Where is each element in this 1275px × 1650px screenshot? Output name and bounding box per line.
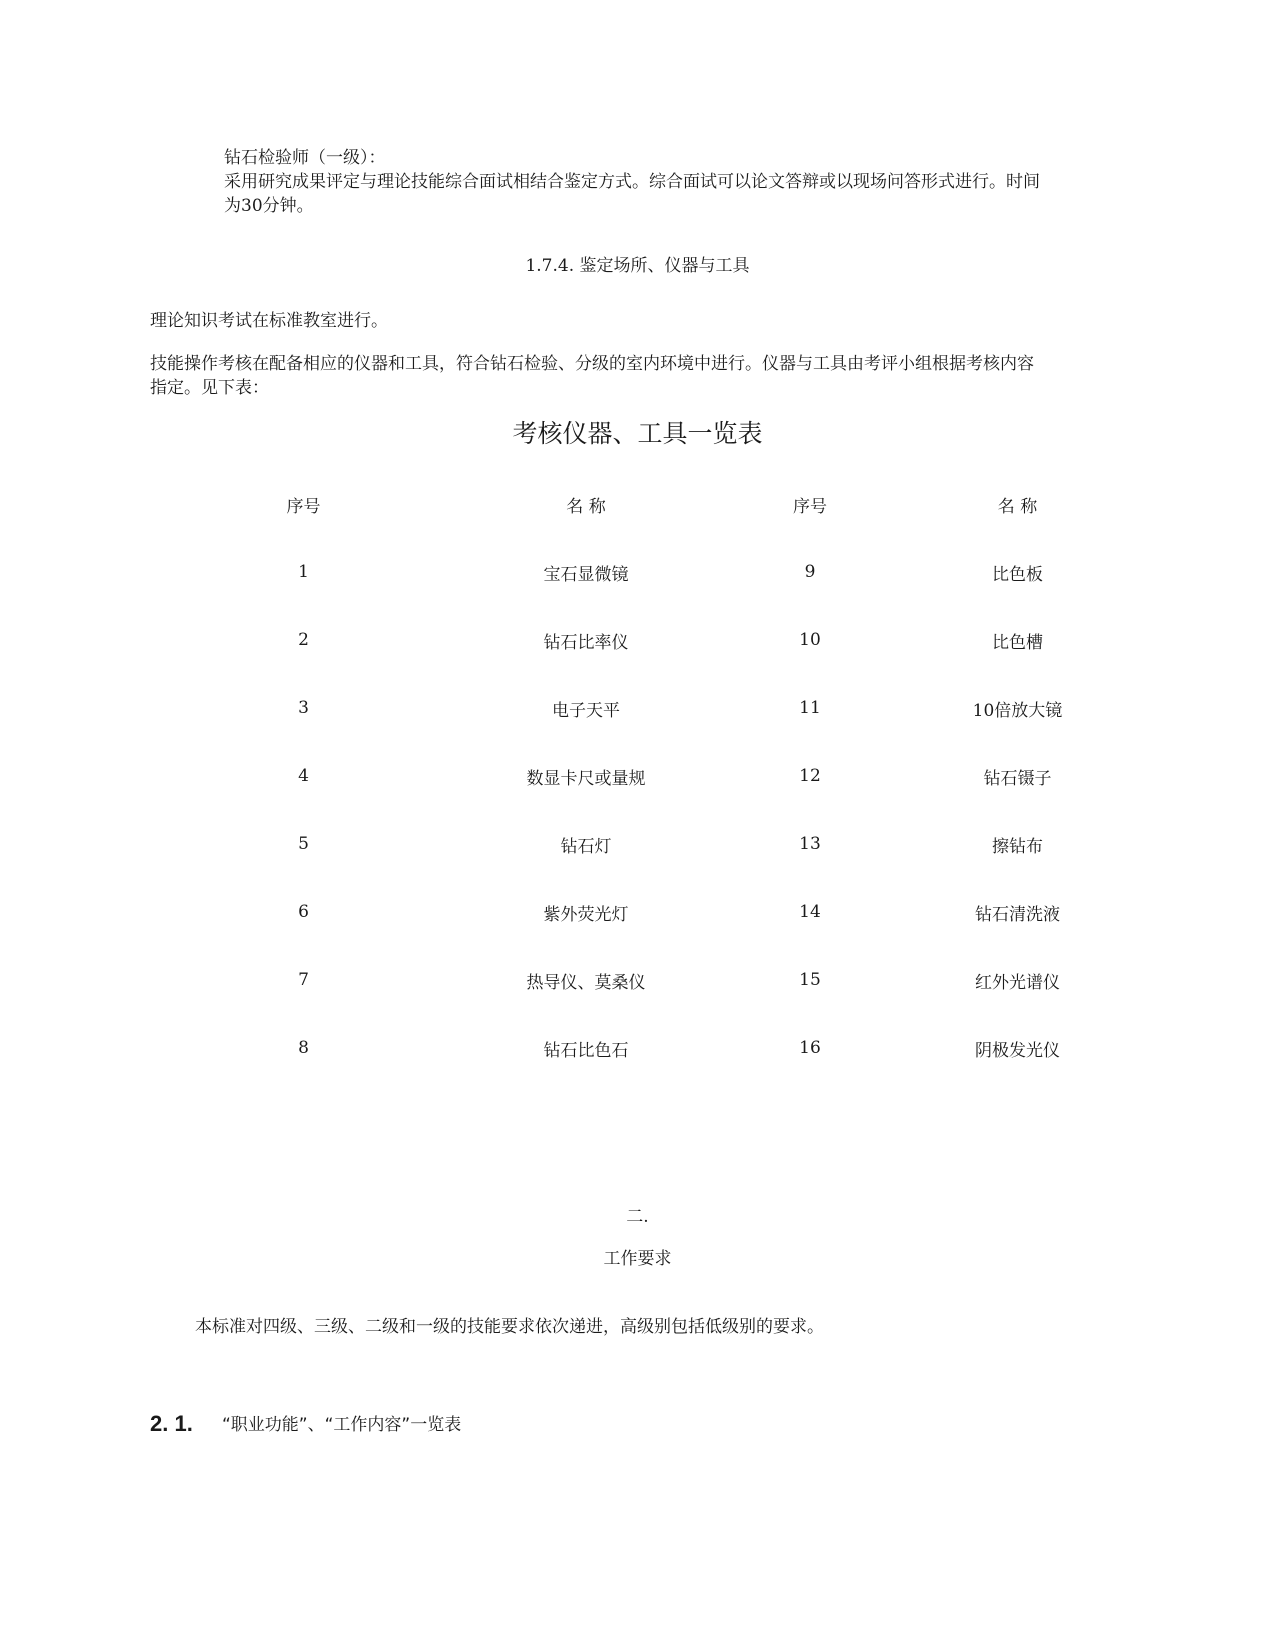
table-row	[150, 538, 1130, 606]
section-2-title: 工作要求	[603, 1249, 672, 1269]
cell-name: 钻石灯	[560, 836, 612, 857]
table-row	[150, 810, 1130, 878]
tools-table-title: 考核仪器、工具一览表	[512, 419, 763, 448]
section-174-para1: 理论知识考试在标准教室进行。	[150, 311, 388, 331]
cell-index: 14	[799, 902, 821, 922]
header-index-2: 序号	[793, 496, 827, 517]
cell-name: 比色槽	[992, 632, 1043, 653]
table-row	[150, 674, 1130, 742]
cell-name: 钻石比率仪	[543, 632, 629, 653]
subsection-number: 2. 1.	[150, 1411, 193, 1436]
level1-heading: 钻石检验师（一级）：	[224, 148, 386, 168]
cell-index: 16	[799, 1038, 821, 1058]
section-2-intro: 本标准对四级、三级、二级和一级的技能要求依次递进，高级别包括低级别的要求。	[195, 1317, 824, 1337]
cell-index: 8	[298, 1038, 309, 1058]
table-row	[150, 742, 1130, 810]
cell-name: 钻石镊子	[983, 768, 1052, 789]
cell-index: 3	[298, 698, 309, 718]
table-row	[150, 606, 1130, 674]
cell-index: 2	[298, 630, 309, 650]
header-name-1: 名 称	[566, 496, 606, 517]
section-174-heading: 1.7.4. 鉴定场所、仪器与工具	[525, 256, 750, 276]
table-row	[150, 946, 1130, 1014]
cell-name: 宝石显微镜	[543, 564, 629, 585]
level1-desc-line1: 采用研究成果评定与理论技能综合面试相结合鉴定方式。综合面试可以论文答辩或以现场问答形式进行。时间	[224, 172, 1040, 192]
cell-index: 5	[298, 834, 309, 854]
header-index-1: 序号	[286, 496, 321, 517]
section-2-number: 二.	[626, 1207, 649, 1227]
header-name-2: 名 称	[997, 496, 1038, 517]
cell-name: 钻石比色石	[543, 1040, 629, 1061]
section-174-para2-line2: 指定。见下表：	[150, 378, 269, 398]
cell-name: 阴极发光仪	[975, 1040, 1060, 1061]
cell-name: 热导仪、莫桑仪	[526, 972, 646, 993]
subsection-title: “职业功能”、“工作内容”一览表	[222, 1415, 462, 1435]
cell-name: 比色板	[992, 564, 1043, 585]
cell-index: 10	[799, 630, 821, 650]
section-174-para2-line1: 技能操作考核在配备相应的仪器和工具，符合钻石检验、分级的室内环境中进行。仪器与工具由考评小组根据考核内容	[150, 354, 1034, 374]
cell-index: 9	[804, 562, 816, 582]
cell-name: 电子天平	[552, 700, 620, 721]
cell-name: 擦钻布	[992, 836, 1043, 857]
cell-index: 15	[799, 970, 821, 990]
cell-index: 7	[298, 970, 309, 990]
cell-index: 13	[799, 834, 821, 854]
cell-name: 红外光谱仪	[975, 972, 1060, 993]
cell-index: 12	[799, 766, 821, 786]
table-row	[150, 878, 1130, 946]
table-row	[150, 1014, 1130, 1082]
cell-index: 1	[298, 562, 309, 582]
cell-name: 紫外荧光灯	[543, 904, 629, 925]
cell-index: 11	[799, 698, 821, 718]
cell-name: 数显卡尺或量规	[526, 768, 646, 789]
level1-desc-line2: 为30分钟。	[224, 196, 314, 216]
cell-index: 4	[298, 766, 309, 786]
cell-index: 6	[298, 902, 309, 922]
cell-name: 钻石清洗液	[975, 904, 1060, 925]
cell-name: 10倍放大镜	[972, 700, 1063, 721]
table-header-row	[150, 470, 1130, 538]
tools-table	[150, 470, 1130, 1082]
